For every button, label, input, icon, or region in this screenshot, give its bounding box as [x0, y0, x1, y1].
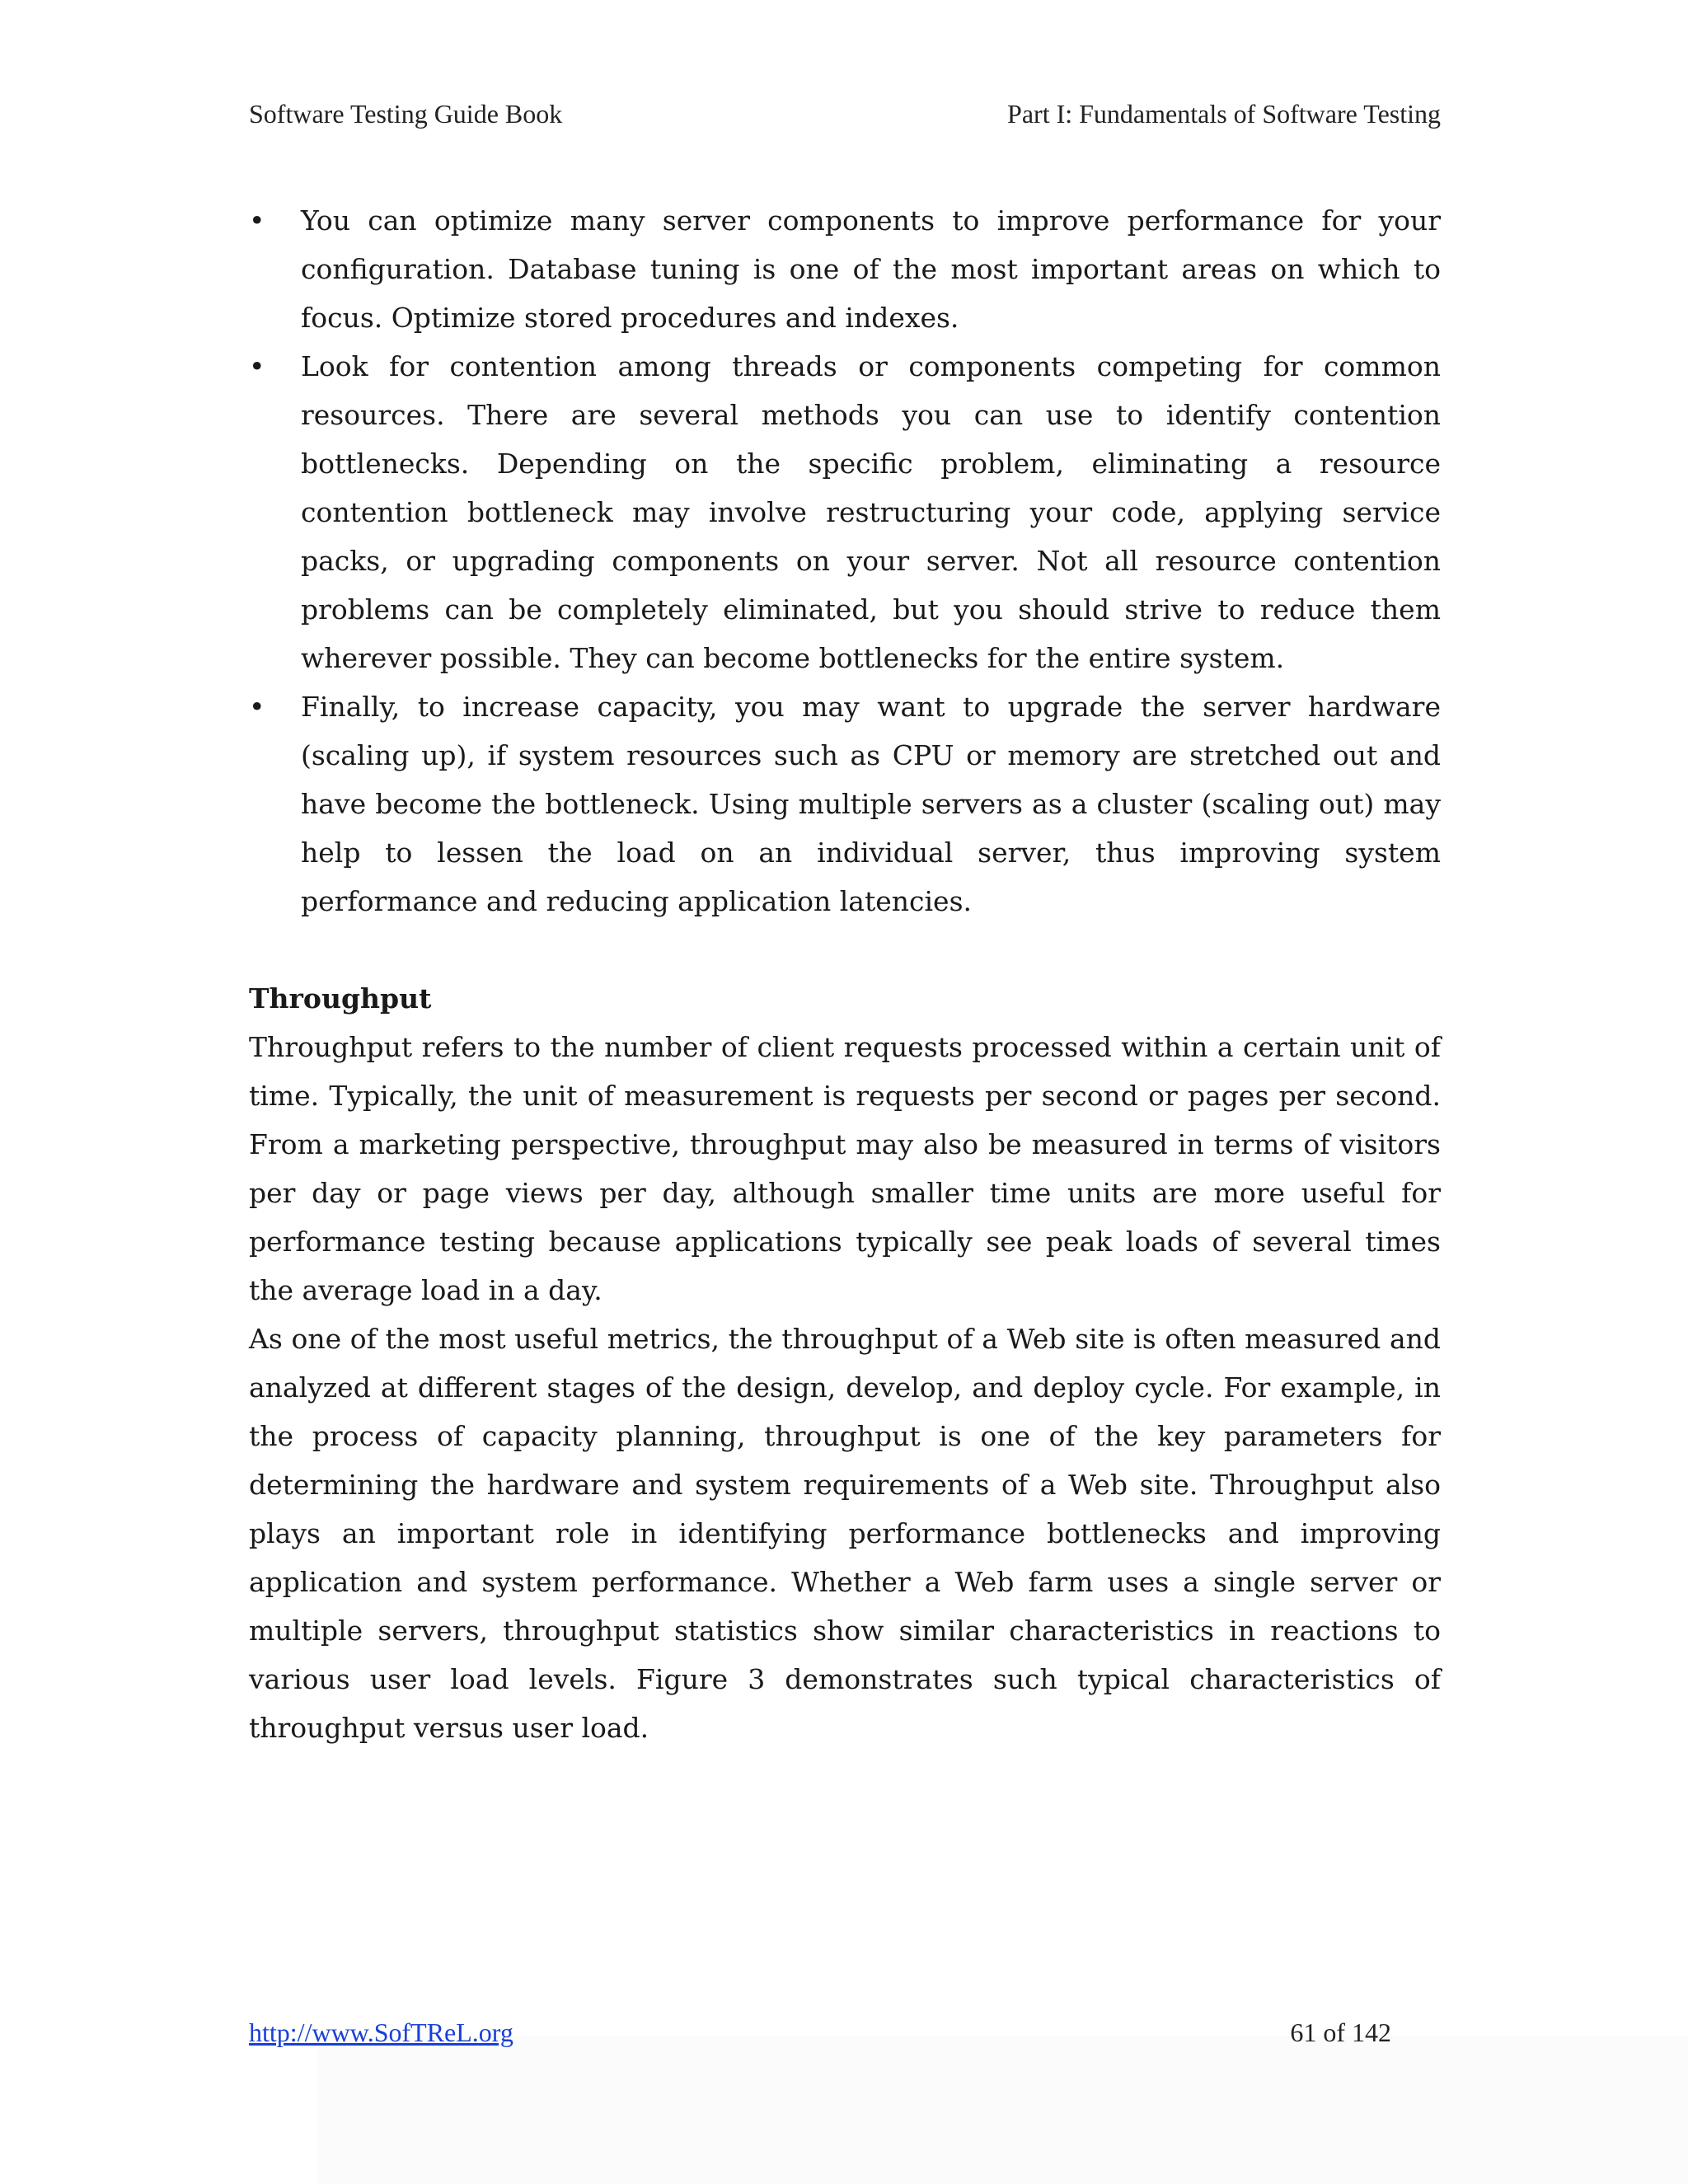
list-item [249, 196, 1441, 342]
website-link[interactable]: http://www.SofTReL.org [249, 2018, 513, 2047]
header-book-title: Software Testing Guide Book [249, 99, 563, 129]
list-item-text: You can optimize many server components to improve performance for your configuration. Database tuning is one of the most important areas on which to focus. Optimize stored procedures and indexes. [301, 204, 1441, 334]
page-body [249, 196, 1441, 1752]
list-item [249, 342, 1441, 682]
list-item [249, 682, 1441, 926]
page-shadow [317, 2036, 1688, 2184]
bullet-icon: • [249, 350, 265, 382]
header-part-title: Part I: Fundamentals of Software Testing [1007, 99, 1441, 129]
paragraph: Throughput refers to the number of client requests processed within a certain unit of time. Typically, the unit of measurement is requests per second or pages per second. From a marketing perspective, throughput may also be measured in terms of visitors per day or page views per day, although smaller time units are more useful for performance testing because applications typically see peak loads of several times the average load in a day. [249, 1031, 1441, 1306]
bullet-list [249, 196, 1441, 926]
section-heading: Throughput [249, 982, 432, 1015]
paragraph: As one of the most useful metrics, the throughput of a Web site is often measured and analyzed at different stages of the design, develop, and deploy cycle. For example, in the process of capacity planning, throughput is one of the key parameters for determining the hardware and system requirements of a Web site. Throughput also plays an important role in identifying performance bottlenecks and improving application and system performance. Whether a Web farm uses a single server or multiple servers, throughput statistics show similar characteristics in reactions to various user load levels. Figure 3 demonstrates such typical characteristics of throughput versus user load. [249, 1323, 1441, 1744]
bullet-icon: • [249, 691, 265, 723]
list-item-text: Look for contention among threads or components competing for common resources. There are several methods you can use to identify contention bottlenecks. Depending on the specific problem, eliminating a resource contention bottleneck may involve restructuring your code, applying service packs, or upgrading components on your server. Not all resource contention problems can be completely eliminated, but you should strive to reduce them wherever possible. They can become bottlenecks for the entire system. [301, 350, 1441, 674]
bullet-icon: • [249, 204, 265, 237]
running-header [249, 97, 1441, 130]
page-footer [249, 2016, 1391, 2049]
page-number: 61 of 142 [1290, 2018, 1391, 2047]
list-item-text: Finally, to increase capacity, you may want to upgrade the server hardware (scaling up), if system resources such as CPU or memory are stretched out and have become the bottleneck. Using multiple servers as a cluster (scaling out) may help to lessen the load on an individual server, thus improving system performance and reducing application latencies. [301, 691, 1441, 917]
